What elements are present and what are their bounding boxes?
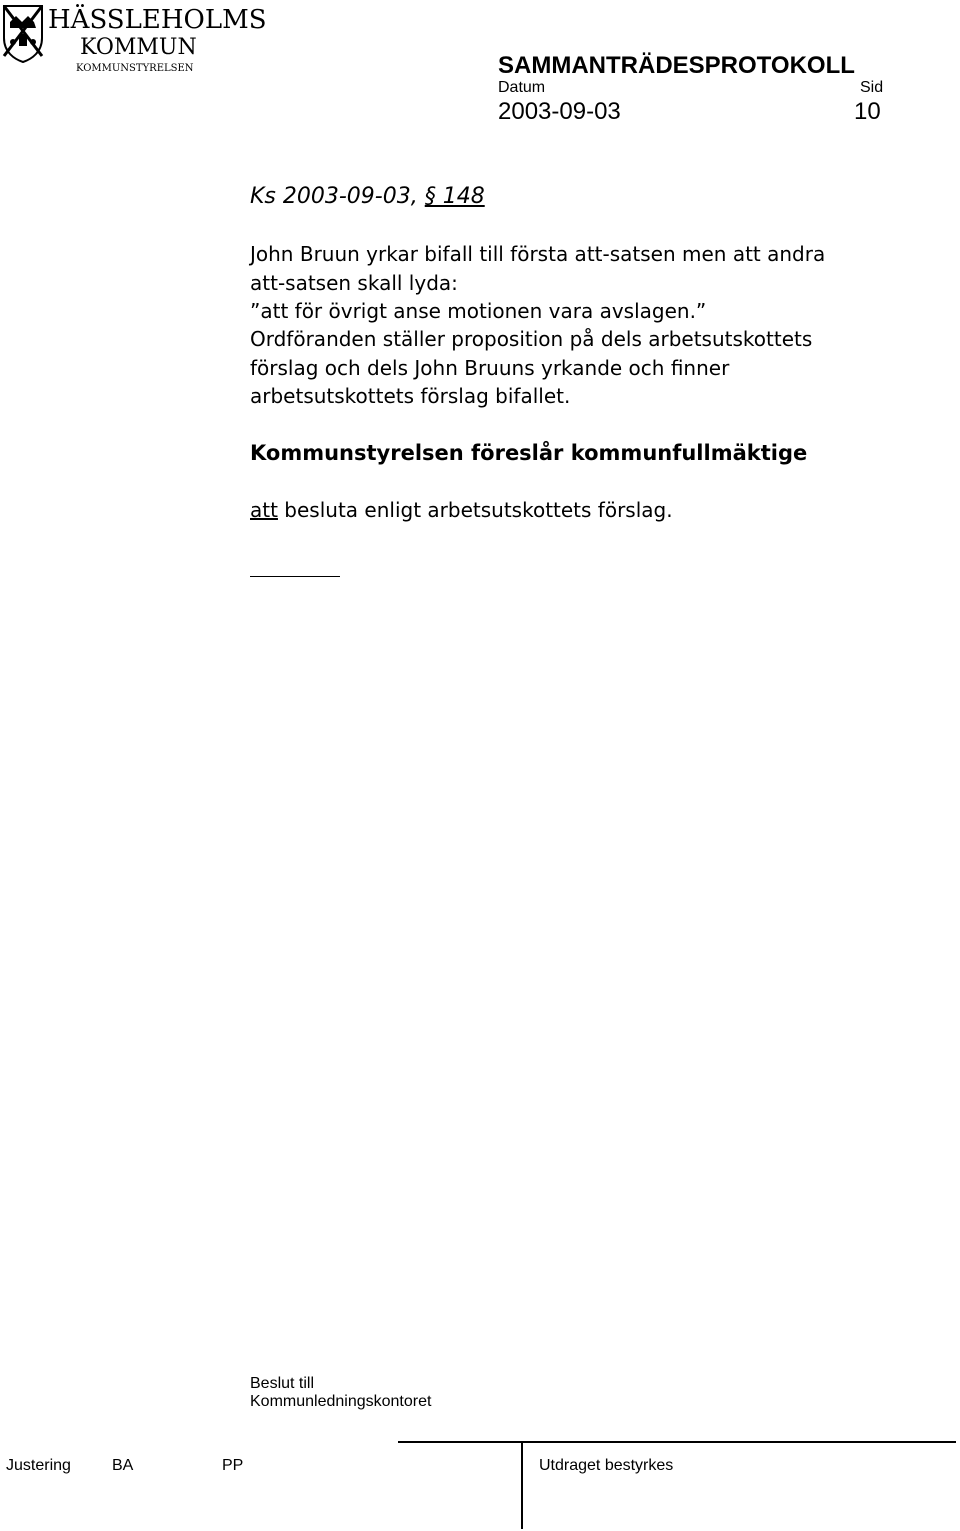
footer-rule-right bbox=[522, 1441, 956, 1443]
logo-line-3: KOMMUNSTYRELSEN bbox=[76, 63, 194, 74]
body-line-4: Ordföranden ställer proposition på dels arbetsutskottets bbox=[250, 327, 813, 351]
coat-of-arms-icon bbox=[2, 2, 44, 64]
body-line-6: arbetsutskottets förslag bifallet. bbox=[250, 384, 571, 408]
page-label: Sid bbox=[860, 79, 884, 96]
date-label: Datum bbox=[498, 79, 546, 96]
decision-att: att bbox=[250, 498, 278, 522]
footer-divider bbox=[521, 1441, 523, 1529]
footer-certified: Utdraget bestyrkes bbox=[539, 1457, 674, 1474]
municipality-logo bbox=[0, 0, 267, 78]
decision-text: besluta enligt arbetsutskottets förslag. bbox=[277, 498, 673, 522]
case-reference bbox=[250, 182, 485, 212]
logo-line-1: HÄSSLEHOLMS bbox=[48, 5, 267, 35]
case-ref-date: Ks 2003-09-03, bbox=[250, 184, 418, 209]
footer-rule-left bbox=[398, 1441, 522, 1443]
end-rule bbox=[250, 576, 340, 577]
date-value: 2003-09-03 bbox=[498, 98, 621, 125]
body-line-3: ”att för övrigt anse motionen vara avslagen.” bbox=[250, 299, 707, 323]
distribution-recipient: Kommunledningskontoret bbox=[250, 1393, 432, 1410]
body-line-5: förslag och dels John Bruuns yrkande och finner bbox=[250, 356, 730, 380]
body-line-2: att-satsen skall lyda: bbox=[250, 271, 458, 295]
page-number: 10 bbox=[854, 98, 881, 125]
decision-line bbox=[250, 496, 673, 525]
footer-justering: Justering bbox=[6, 1457, 71, 1474]
body-line-1: John Bruun yrkar bifall till första att-satsen men att andra bbox=[250, 242, 826, 266]
footer-initials-2: PP bbox=[222, 1457, 244, 1474]
case-ref-section: § 148 bbox=[424, 184, 485, 209]
distribution-label: Beslut till bbox=[250, 1375, 315, 1392]
proposal-heading: Kommunstyrelsen föreslår kommunfullmäktige bbox=[250, 441, 808, 465]
logo-line-2: KOMMUN bbox=[80, 35, 197, 60]
footer-initials-1: BA bbox=[112, 1457, 134, 1474]
document-title: SAMMANTRÄDESPROTOKOLL bbox=[498, 52, 855, 79]
